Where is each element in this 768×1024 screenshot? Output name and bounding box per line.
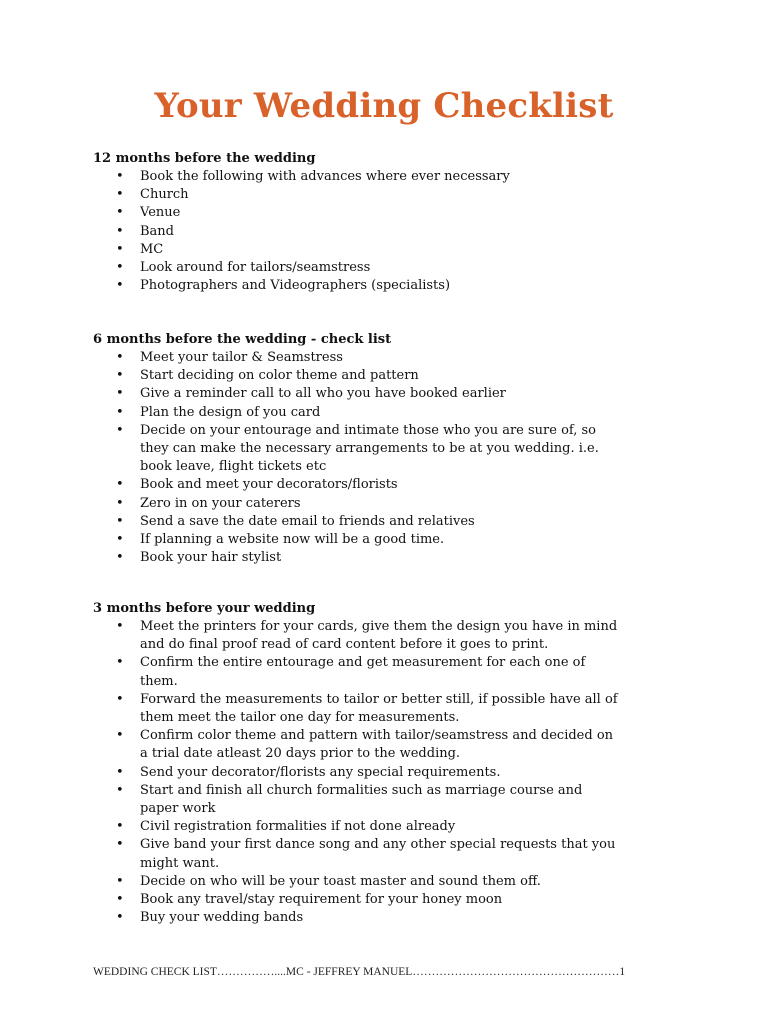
- page-footer: WEDDING CHECK LIST……………....MC - JEFFREY MANUEL………………………………………………1: [93, 966, 626, 978]
- section-6-months: [93, 331, 623, 567]
- bullet-icon: •: [116, 241, 124, 257]
- checklist-item-text: Meet your tailor & Seamstress: [140, 350, 343, 365]
- checklist: [93, 618, 623, 927]
- checklist-item-text: Plan the design of you card: [140, 404, 321, 420]
- bullet-icon: •: [116, 368, 124, 384]
- checklist-item-text: If planning a website now will be a good time.: [140, 532, 445, 548]
- checklist-item: [93, 277, 623, 295]
- checklist-item: [93, 223, 623, 241]
- checklist-item-text: Confirm the entire entourage and get measurement for each one of them.: [140, 655, 586, 689]
- bullet-icon: •: [116, 619, 124, 634]
- checklist-item-text: Venue: [140, 205, 181, 221]
- checklist-item: [93, 349, 623, 367]
- checklist-item-text: Send a save the date email to friends and relatives: [140, 513, 475, 529]
- checklist-item: [93, 691, 623, 727]
- checklist-item: [93, 259, 623, 277]
- checklist-item-text: MC: [140, 241, 164, 257]
- checklist-item-text: Zero in on your caterers: [140, 495, 301, 511]
- checklist-item: [93, 891, 623, 909]
- checklist-item: [93, 873, 623, 891]
- checklist-item: [93, 404, 623, 422]
- bullet-icon: •: [116, 386, 124, 402]
- bullet-icon: •: [116, 837, 124, 853]
- section-3-months: [93, 600, 623, 927]
- checklist-item-text: Start deciding on color theme and pattern: [140, 368, 419, 384]
- bullet-icon: •: [116, 691, 124, 707]
- bullet-icon: •: [116, 205, 124, 221]
- bullet-icon: •: [116, 422, 124, 438]
- checklist-item: [93, 782, 623, 818]
- bullet-icon: •: [116, 187, 124, 203]
- bullet-icon: •: [116, 550, 124, 566]
- bullet-icon: •: [116, 477, 124, 493]
- checklist-item-text: Give band your first dance song and any other special requests that you might want.: [140, 837, 616, 871]
- checklist-item: [93, 168, 623, 186]
- bullet-icon: •: [116, 782, 124, 798]
- bullet-icon: •: [116, 278, 124, 294]
- checklist: [93, 168, 623, 295]
- bullet-icon: •: [116, 532, 124, 548]
- checklist-item-text: Send your decorator/florists any special requirements.: [140, 764, 501, 780]
- checklist-item: [93, 618, 623, 654]
- section-12-months: [93, 150, 623, 295]
- checklist-item-text: Start and finish all church formalities such as marriage course and paper work: [140, 782, 583, 817]
- bullet-icon: •: [116, 655, 124, 671]
- checklist-item-text: Church: [140, 187, 189, 203]
- bullet-icon: •: [116, 495, 124, 511]
- checklist-item: [93, 422, 623, 477]
- section-heading: 12 months before the wedding: [93, 151, 316, 166]
- bullet-icon: •: [116, 223, 124, 239]
- page-title: Your Wedding Checklist: [154, 86, 614, 126]
- checklist-item: [93, 204, 623, 222]
- checklist-item-text: Meet the printers for your cards, give them the design you have in mind and do final proof read of card content before it goes to print.: [140, 619, 618, 653]
- checklist-item-text: Civil registration formalities if not done already: [140, 819, 456, 835]
- checklist-item: [93, 836, 623, 872]
- bullet-icon: •: [116, 260, 124, 276]
- bullet-icon: •: [116, 910, 124, 926]
- bullet-icon: •: [116, 404, 124, 420]
- checklist-item: [93, 654, 623, 690]
- checklist-item: [93, 818, 623, 836]
- section-heading: 6 months before the wedding - check list: [93, 332, 392, 347]
- checklist-item: [93, 531, 623, 549]
- bullet-icon: •: [116, 764, 124, 780]
- bullet-icon: •: [116, 728, 124, 744]
- checklist-item-text: Forward the measurements to tailor or better still, if possible have all of them meet the tailor one day for measurements.: [140, 691, 618, 726]
- bullet-icon: •: [116, 892, 124, 908]
- checklist-item-text: Confirm color theme and pattern with tailor/seamstress and decided on a trial date atleast 20 days prior to the wedding.: [140, 728, 614, 762]
- checklist-item: [93, 367, 623, 385]
- checklist-item: [93, 186, 623, 204]
- checklist-item: [93, 549, 623, 567]
- checklist-item: [93, 513, 623, 531]
- checklist-item: [93, 241, 623, 259]
- checklist: [93, 349, 623, 567]
- checklist-item-text: Book and meet your decorators/florists: [140, 477, 398, 493]
- checklist-item-text: Decide on your entourage and intimate those who you are sure of, so they can make the necessary arrangements to be at you wedding. i.e. book leave, flight tickets etc: [140, 422, 599, 475]
- checklist-item-text: Give a reminder call to all who you have booked earlier: [140, 386, 506, 402]
- checklist-item: [93, 764, 623, 782]
- checklist-item-text: Photographers and Videographers (specialists): [140, 278, 451, 294]
- section-heading: 3 months before your wedding: [93, 601, 316, 616]
- checklist-item-text: Book any travel/stay requirement for your honey moon: [140, 892, 503, 908]
- checklist-item: [93, 385, 623, 403]
- bullet-icon: •: [116, 513, 124, 529]
- checklist-item-text: Book the following with advances where ever necessary: [140, 169, 510, 184]
- checklist-item-text: Look around for tailors/seamstress: [140, 260, 371, 276]
- checklist-item: [93, 495, 623, 513]
- checklist-item-text: Band: [140, 223, 174, 239]
- checklist-item: [93, 909, 623, 927]
- checklist-item: [93, 727, 623, 763]
- bullet-icon: •: [116, 169, 124, 184]
- checklist-item-text: Decide on who will be your toast master and sound them off.: [140, 873, 541, 889]
- bullet-icon: •: [116, 873, 124, 889]
- checklist-item-text: Buy your wedding bands: [140, 910, 304, 926]
- bullet-icon: •: [116, 819, 124, 835]
- checklist-item-text: Book your hair stylist: [140, 550, 282, 566]
- bullet-icon: •: [116, 350, 124, 365]
- checklist-item: [93, 476, 623, 494]
